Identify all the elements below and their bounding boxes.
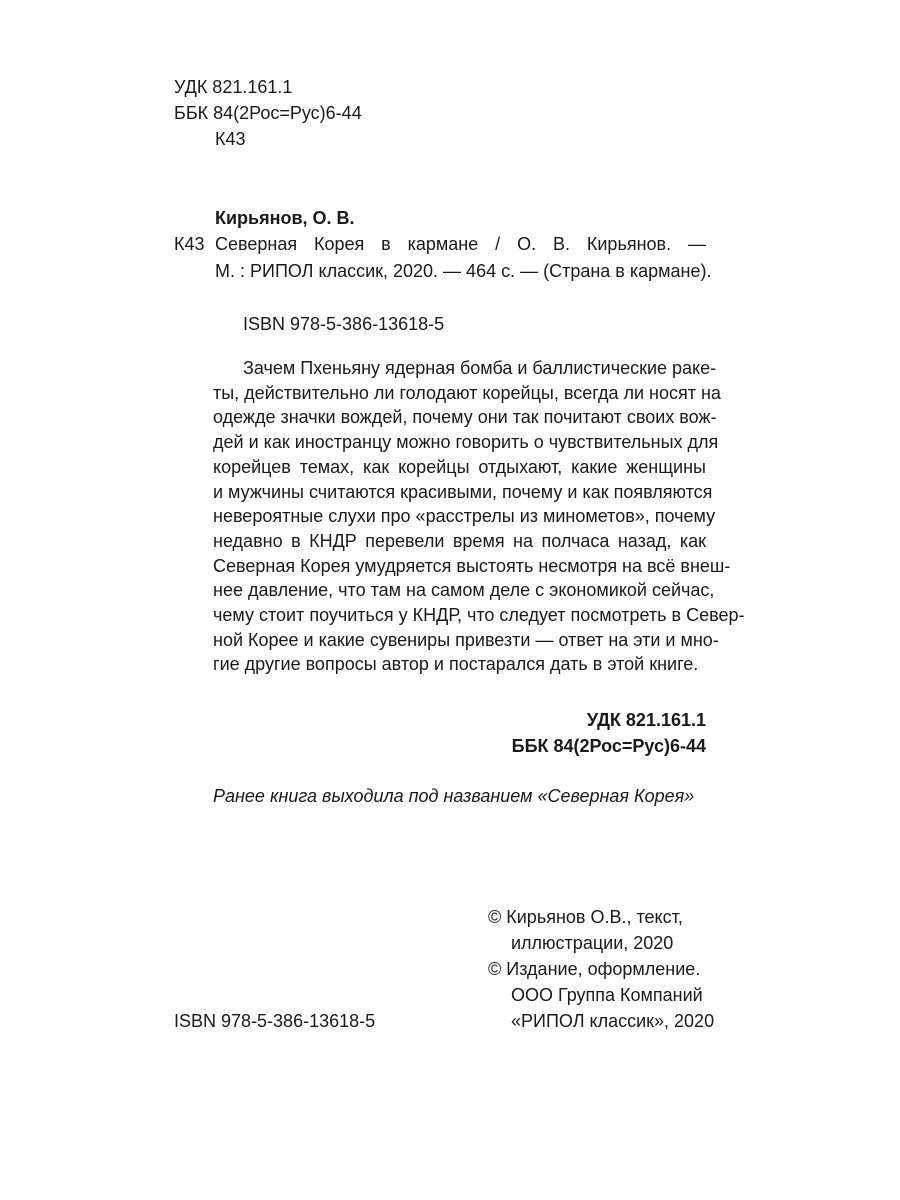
annotation-line: гие другие вопросы автор и постарался дать в этой книге. [213,654,699,675]
title-line: Северная Корея в кармане / О. В. Кирьянов. — [215,234,706,254]
copyright-edition-line-1: © Издание, оформление. [488,959,701,979]
annotation-line: невероятные слухи про «расстрелы из минометов», почему [213,506,716,527]
annotation-line: недавно в КНДР перевели время на полчаса назад, как [213,530,706,551]
annotation-line: дей и как иностранцу можно говорить о чувствительных для [213,432,719,453]
author-mark-top: К43 [215,129,246,149]
annotation-line: одежде значки вождей, почему они так почитают своих вож- [213,407,717,428]
annotation-line: Зачем Пхеньяну ядерная бомба и баллистические раке- [243,358,717,378]
author-heading: Кирьянов, О. В. [215,208,355,228]
copyright-edition-line-2: ООО Группа Компаний [511,985,703,1005]
annotation [213,356,745,677]
copyright-edition-line-3: «РИПОЛ классик», 2020 [511,1011,715,1031]
previous-title-note: Ранее книга выходила под названием «Северная Корея» [213,786,695,806]
annotation-line: ной Корее и какие сувениры привезти — ответ на эти и мно- [213,629,719,650]
isbn-record: ISBN 978-5-386-13618-5 [243,314,445,334]
author-mark: К43 [174,234,205,254]
copyright-text-line-2: иллюстрации, 2020 [511,933,674,953]
bbk-code-bottom: ББК 84(2Рос=Рус)6-44 [511,736,706,756]
bbk-code-top: ББК 84(2Рос=Рус)6-44 [174,103,362,123]
publication-line: М. : РИПОЛ классик, 2020. — 464 с. — (Страна в кармане). [215,261,712,281]
udk-code-bottom: УДК 821.161.1 [586,710,706,730]
annotation-line: ты, действительно ли голодают корейцы, всегда ли носят на [213,382,721,403]
annotation-line: и мужчины считаются красивыми, почему и как появляются [213,481,713,502]
udk-code-top: УДК 821.161.1 [174,77,293,97]
isbn-bottom: ISBN 978-5-386-13618-5 [174,1011,376,1031]
annotation-line: нее давление, что там на самом деле с экономикой сейчас, [213,580,715,601]
annotation-line: чему стоит поучиться у КНДР, что следует посмотреть в Север- [213,605,745,626]
annotation-line: Северная Корея умудряется выстоять несмотря на всё внеш- [213,555,731,576]
annotation-line: корейцев темах, как корейцы отдыхают, какие женщины [213,456,706,477]
copyright-text-line-1: © Кирьянов О.В., текст, [488,907,683,927]
